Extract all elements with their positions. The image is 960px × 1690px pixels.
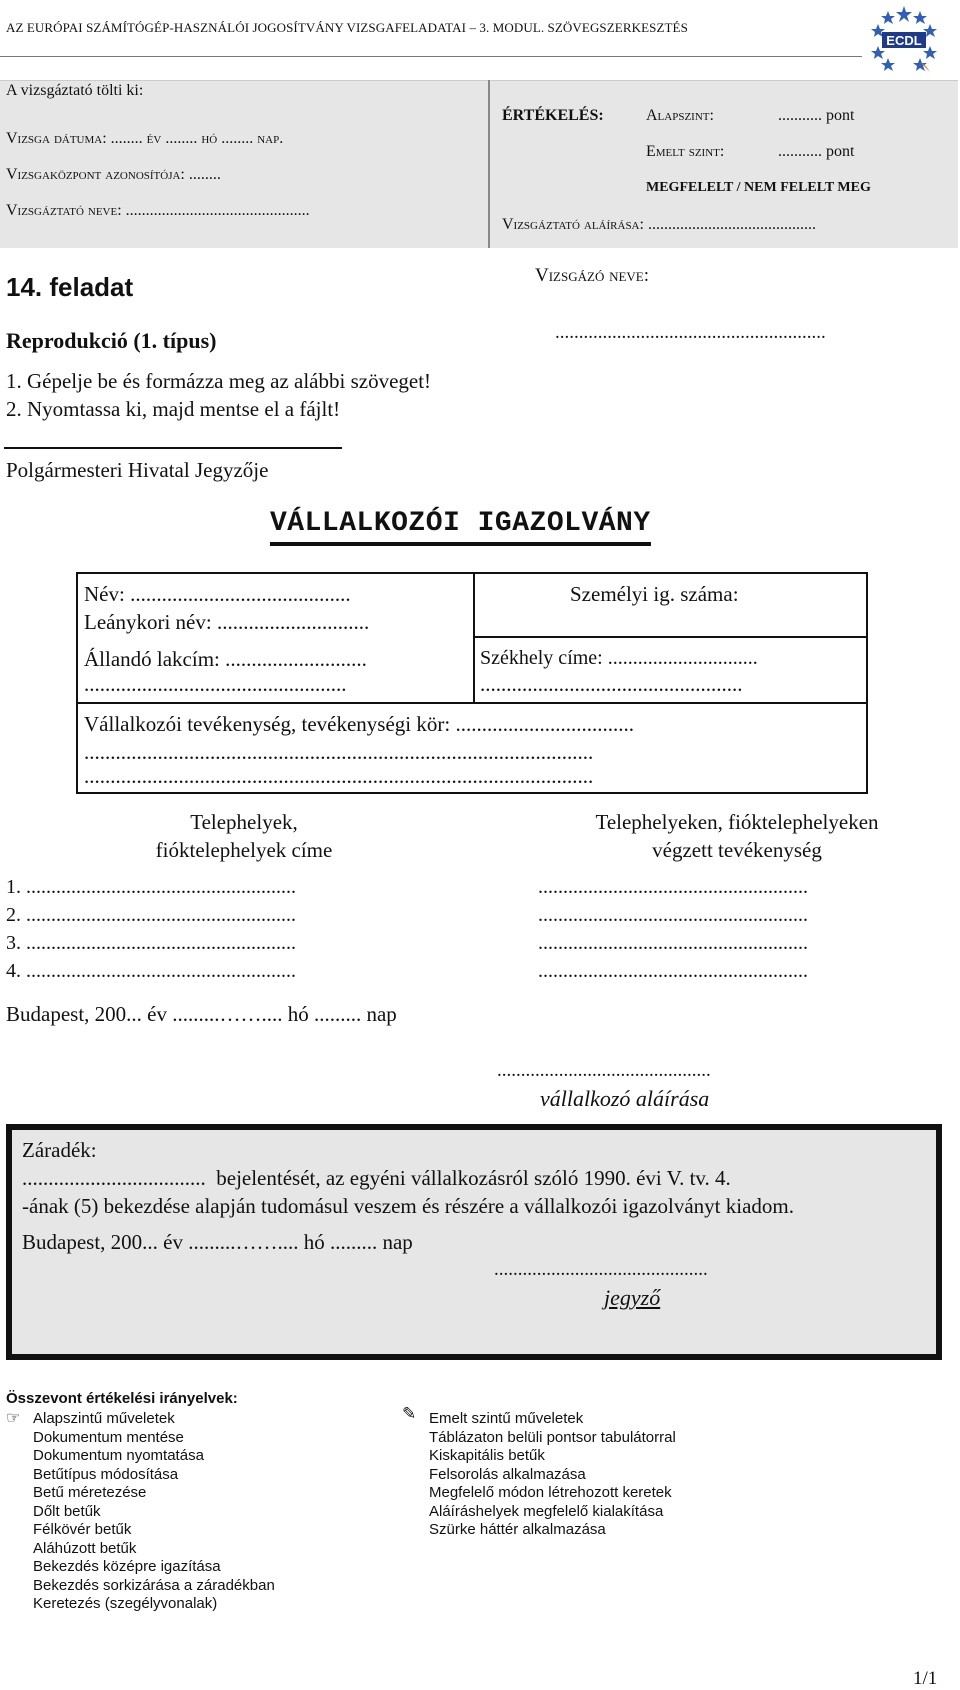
site-row-left: 2. ...................................................... (6, 904, 296, 926)
activity-continuation: ................................................................................................. (84, 740, 594, 764)
list-item: Szürke háttér alkalmazása (429, 1521, 606, 1538)
header-title: AZ EURÓPAI SZÁMÍTÓGÉP-HASZNÁLÓI JOGOSÍTVÁNY VIZSGAFELADATAI – 3. MODUL. SZÖVEGSZERKESZTÉS (6, 20, 688, 35)
office-top-rule (4, 447, 342, 449)
exam-center-id-field: Vizsgaközpont azonosítója: ........ (6, 166, 221, 183)
list-item: Felsorolás alkalmazása (429, 1465, 586, 1483)
advanced-level-points: ........... pont (778, 143, 855, 160)
list-item: Megfelelő módon létrehozott keretek (429, 1484, 672, 1501)
site-row-right: ...................................................... (538, 960, 808, 982)
instruction-1: 1. Gépelje be és formázza meg az alábbi szöveget! (6, 369, 432, 393)
site-row-left: 1. ...................................................... (6, 876, 296, 898)
name-field: Név: .......................................... (84, 582, 351, 606)
header-rule (0, 56, 862, 57)
sites-column-header: Telephelyek, fióktelephelyek címe (155, 810, 333, 862)
list-item: Aláíráshelyek megfelelő kialakítása (429, 1502, 664, 1520)
info-box-divider (488, 80, 490, 248)
permanent-address-continuation: .................................................. (84, 672, 347, 696)
clause-label: Záradék: (22, 1138, 97, 1162)
clause-content (22, 1136, 924, 1312)
notary-signature-dots: ............................................. (494, 1259, 708, 1280)
site-row-right: ...................................................... (538, 932, 808, 954)
site-row-right: ...................................................... (538, 876, 808, 898)
entrepreneur-signature-label: vállalkozó aláírása (540, 1086, 710, 1111)
maiden-name-field: Leánykori név: ............................. (84, 610, 370, 634)
list-item: Betűtípus módosítása (33, 1465, 179, 1483)
clause-text-continued: -ának (5) bekezdése alapján tudomásul veszem és részére a vállalkozói igazolványt kiadom. (22, 1194, 795, 1218)
notary-signature-label: jegyző (604, 1285, 661, 1310)
list-item: Kiskapitális betűk (429, 1447, 545, 1464)
pass-fail-result: MEGFELELT / NEM FELELT MEG (646, 180, 871, 195)
activity-field: Vállalkozói tevékenység, tevékenységi kör: .................................. (84, 712, 634, 736)
list-item: Emelt szintű műveletek (429, 1410, 584, 1427)
examiner-name-field: Vizsgáztató neve: .............................................. (6, 202, 310, 219)
exam-date-field: Vizsga dátuma: ........ év ........ hó ........ nap. (6, 130, 284, 147)
evaluation-guidelines-title: Összevont értékelési irányelvek: (6, 1390, 238, 1407)
id-number-field: Személyi ig. száma: (570, 582, 739, 606)
list-item: Betű méretezése (33, 1484, 147, 1501)
task-title: 14. feladat (6, 272, 134, 302)
headquarters-address-field: Székhely címe: .............................. (480, 647, 758, 669)
advanced-criteria-list (429, 1410, 676, 1540)
list-item: Dokumentum nyomtatása (33, 1447, 204, 1464)
clause-place-and-date: Budapest, 200... év .........…….... hó ......... nap (22, 1230, 413, 1254)
svg-text:ECDL: ECDL (886, 33, 922, 48)
list-item: Bekezdés sorkizárása a záradékban (33, 1576, 275, 1594)
entrepreneur-signature-dots: ............................................. (497, 1060, 711, 1081)
place-and-date: Budapest, 200... év .........…….... hó ......... nap (6, 1002, 397, 1026)
table-horizontal-rule (76, 702, 868, 704)
ecdl-logo (868, 2, 940, 74)
list-item: Dőlt betűk (33, 1502, 101, 1520)
pointing-hand-icon: ☞ (6, 1410, 21, 1427)
activities-column-header: Telephelyeken, fióktelephelyeken végzett tevékenység (595, 810, 879, 862)
advanced-level-label: Emelt szint: (646, 143, 725, 160)
page-number: 1/1 (913, 1668, 938, 1689)
examiner-signature-field: Vizsgáztató aláírása: .......................................... (502, 216, 816, 233)
list-item: Félkövér betűk (33, 1521, 132, 1538)
office-name: Polgármesteri Hivatal Jegyzője (6, 458, 269, 482)
list-item: Keretezés (szegélyvonalak) (33, 1595, 218, 1612)
site-row-left: 3. ...................................................... (6, 932, 296, 954)
document-title: VÁLLALKOZÓI IGAZOLVÁNY (270, 508, 651, 546)
clause-text: ................................... bejelentését, az egyéni vállalkozásról szóló 1990. évi V. tv. 4. (22, 1166, 731, 1190)
basic-level-points: ........... pont (778, 107, 855, 124)
site-row-left: 4. ...................................................... (6, 960, 296, 982)
evaluation-label: ÉRTÉKELÉS: (502, 107, 604, 124)
ecdl-logo-icon (868, 2, 940, 74)
headquarters-address-continuation: .................................................. (480, 672, 743, 696)
instruction-2: 2. Nyomtassa ki, majd mentse el a fájlt! (6, 397, 341, 421)
site-row-right: ...................................................... (538, 904, 808, 926)
permanent-address-field: Állandó lakcím: ........................... (84, 647, 367, 671)
list-item: Dokumentum mentése (33, 1428, 184, 1446)
examinee-name-dots: ......................................................... (555, 322, 826, 343)
list-item: Alapszintű műveletek (33, 1410, 175, 1427)
activity-continuation: ................................................................................................. (84, 764, 594, 788)
examinee-name-label: Vizsgázó neve: (535, 265, 650, 286)
list-item: Bekezdés középre igazítása (33, 1558, 221, 1575)
task-subtitle: Reprodukció (1. típus) (6, 328, 217, 353)
basic-level-label: Alapszint: (646, 107, 714, 124)
fill-in-label: A vizsgáztató tölti ki: (6, 82, 144, 99)
pen-icon: ✎ (402, 1404, 417, 1423)
basic-criteria-list (33, 1410, 275, 1614)
list-item: Aláhúzott betűk (33, 1539, 137, 1557)
list-item: Táblázaton belüli pontsor tabulátorral (429, 1428, 676, 1446)
table-horizontal-rule (473, 636, 868, 638)
